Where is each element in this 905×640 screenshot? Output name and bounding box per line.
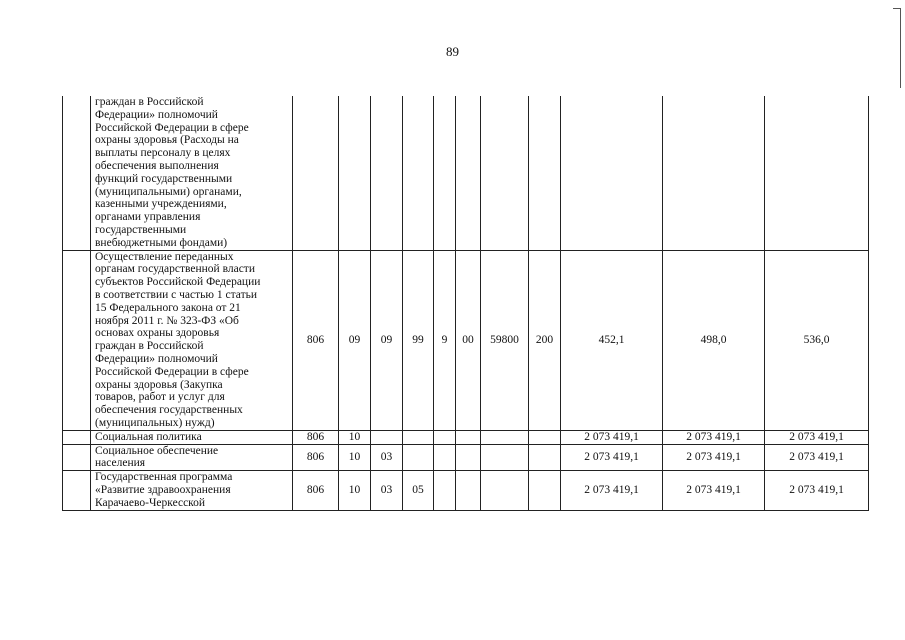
target-code-cell: [481, 444, 529, 471]
description-line: ноября 2011 г. № 323-ФЗ «Об: [95, 314, 239, 327]
subsection-code-cell: [371, 96, 403, 250]
expense-type-cell: [529, 444, 561, 471]
section-code-cell: [339, 96, 371, 250]
program-code-cell: [403, 96, 434, 250]
description-line: охраны здоровья (Закупка: [95, 378, 223, 391]
section-code-cell: 10: [339, 471, 371, 510]
amount-year2-cell: [663, 96, 765, 250]
amount-year2-cell: 2 073 419,1: [663, 430, 765, 444]
expense-type-cell: [529, 96, 561, 250]
description-line: Российской Федерации в сфере: [95, 121, 249, 134]
description-line: Федерации» полномочий: [95, 108, 218, 121]
target-code-cell: [481, 430, 529, 444]
description-line: органами управления: [95, 211, 201, 224]
subsection-code-cell: 03: [371, 444, 403, 471]
description-line: выплаты персоналу в целях: [95, 147, 231, 160]
description-line: Социальное обеспечение: [95, 444, 219, 457]
row-index-cell: [63, 444, 91, 471]
amount-year1-cell: 2 073 419,1: [561, 444, 663, 471]
amount-year2-cell: 498,0: [663, 250, 765, 430]
ministry-code-cell: 806: [293, 444, 339, 471]
direction-code-cell: [456, 96, 481, 250]
row-index-cell: [63, 250, 91, 430]
description-line: обеспечения выполнения: [95, 159, 219, 172]
table-row: [63, 430, 869, 444]
description-line: Карачаево-Черкесской: [95, 496, 206, 509]
description-line: «Развитие здравоохранения: [95, 483, 231, 496]
program-code-cell: [403, 444, 434, 471]
section-code-cell: 10: [339, 444, 371, 471]
ministry-code-cell: 806: [293, 250, 339, 430]
row-index-cell: [63, 471, 91, 510]
table-row: [63, 444, 869, 471]
description-line: (муниципальными) органами,: [95, 185, 242, 198]
subprogram-code-cell: 9: [434, 250, 456, 430]
item-description-cell: [91, 430, 293, 444]
direction-code-cell: [456, 444, 481, 471]
subsection-code-cell: [371, 430, 403, 444]
expense-type-cell: [529, 430, 561, 444]
section-code-cell: 09: [339, 250, 371, 430]
scan-edge-corner: [893, 8, 901, 9]
table-row: [63, 471, 869, 510]
ministry-code-cell: 806: [293, 430, 339, 444]
item-description-cell: [91, 444, 293, 471]
description-line: Государственная программа: [95, 471, 233, 484]
subprogram-code-cell: [434, 430, 456, 444]
amount-year1-cell: [561, 96, 663, 250]
description-line: государственными: [95, 223, 187, 236]
direction-code-cell: [456, 430, 481, 444]
description-line: населения: [95, 457, 146, 470]
description-line: субъектов Российской Федерации: [95, 276, 261, 289]
description-line: казенными учреждениями,: [95, 198, 227, 211]
amount-year3-cell: 2 073 419,1: [765, 444, 869, 471]
amount-year3-cell: 2 073 419,1: [765, 471, 869, 510]
description-line: обеспечения государственных: [95, 404, 243, 417]
budget-table: [62, 96, 869, 511]
description-line: Российской Федерации в сфере: [95, 365, 249, 378]
description-line: Социальная политика: [95, 430, 202, 443]
program-code-cell: [403, 430, 434, 444]
row-index-cell: [63, 430, 91, 444]
section-code-cell: 10: [339, 430, 371, 444]
description-line: товаров, работ и услуг для: [95, 391, 225, 404]
description-line: функций государственными: [95, 172, 233, 185]
subprogram-code-cell: [434, 444, 456, 471]
description-line: охраны здоровья (Расходы на: [95, 134, 239, 147]
item-description-cell: [91, 250, 293, 430]
description-line: (муниципальных) нужд): [95, 416, 215, 429]
amount-year3-cell: 536,0: [765, 250, 869, 430]
row-index-cell: [63, 96, 91, 250]
subprogram-code-cell: [434, 471, 456, 510]
subsection-code-cell: 09: [371, 250, 403, 430]
amount-year1-cell: 452,1: [561, 250, 663, 430]
ministry-code-cell: [293, 96, 339, 250]
item-description-cell: [91, 471, 293, 510]
expense-type-cell: [529, 471, 561, 510]
target-code-cell: 59800: [481, 250, 529, 430]
page-number: 89: [446, 44, 459, 59]
item-description-cell: [91, 96, 293, 250]
description-line: граждан в Российской: [95, 96, 204, 108]
amount-year3-cell: 2 073 419,1: [765, 430, 869, 444]
ministry-code-cell: 806: [293, 471, 339, 510]
description-line: Осуществление переданных: [95, 250, 234, 263]
description-line: 15 Федерального закона от 21: [95, 301, 241, 314]
program-code-cell: 99: [403, 250, 434, 430]
amount-year1-cell: 2 073 419,1: [561, 471, 663, 510]
description-line: Федерации» полномочий: [95, 352, 218, 365]
table-row: [63, 250, 869, 430]
table-row: [63, 96, 869, 250]
amount-year2-cell: 2 073 419,1: [663, 444, 765, 471]
description-line: основах охраны здоровья: [95, 327, 220, 340]
direction-code-cell: [456, 471, 481, 510]
subsection-code-cell: 03: [371, 471, 403, 510]
description-line: внебюджетными фондами): [95, 236, 228, 249]
description-line: в соответствии с частью 1 статьи: [95, 288, 257, 301]
description-line: граждан в Российской: [95, 340, 204, 353]
amount-year1-cell: 2 073 419,1: [561, 430, 663, 444]
subprogram-code-cell: [434, 96, 456, 250]
expense-type-cell: 200: [529, 250, 561, 430]
program-code-cell: 05: [403, 471, 434, 510]
amount-year2-cell: 2 073 419,1: [663, 471, 765, 510]
description-line: органам государственной власти: [95, 263, 255, 276]
target-code-cell: [481, 471, 529, 510]
direction-code-cell: 00: [456, 250, 481, 430]
target-code-cell: [481, 96, 529, 250]
amount-year3-cell: [765, 96, 869, 250]
